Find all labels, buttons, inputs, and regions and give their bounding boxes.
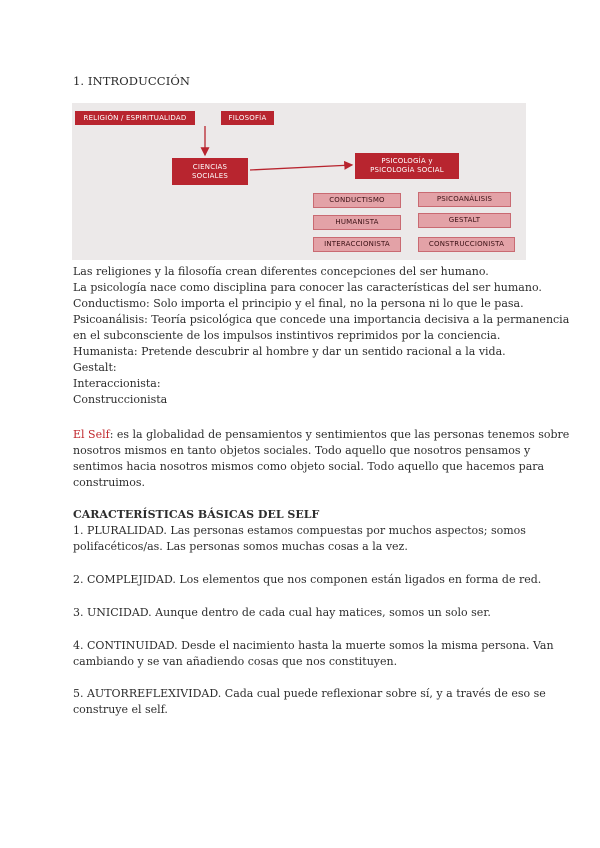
self-term: El Self bbox=[73, 428, 110, 441]
box-gestalt: GESTALT bbox=[418, 213, 511, 228]
self-line-1 bbox=[73, 427, 569, 443]
psychology-diagram bbox=[72, 103, 526, 260]
section-title: 1. INTRODUCCIÓN bbox=[73, 74, 191, 88]
characteristic-1-line-1: 1. PLURALIDAD. Las personas estamos compuestas por muchos aspectos; somos bbox=[73, 524, 526, 537]
self-line-3: sentimos hacia nosotros mismos como objeto social. Todo aquello que hacemos para bbox=[73, 460, 545, 473]
intro-paragraph bbox=[73, 264, 569, 408]
self-line-1-rest: : es la globalidad de pensamientos y sentimientos que las personas tenemos sobre bbox=[109, 428, 570, 441]
characteristic-4 bbox=[73, 638, 554, 670]
box-filosofia: FILOSOFÍA bbox=[221, 111, 274, 125]
intro-line: Humanista: Pretende descubrir al hombre y dar un sentido racional a la vida. bbox=[73, 345, 506, 358]
characteristic-4-line-1: 4. CONTINUIDAD. Desde el nacimiento hasta la muerte somos la misma persona. Van bbox=[73, 639, 554, 652]
characteristics-title: CARACTERÍSTICAS BÁSICAS DEL SELF bbox=[73, 508, 320, 521]
box-humanista: HUMANISTA bbox=[313, 215, 401, 230]
intro-line: en el subconsciente de los impulsos instintivos reprimidos por la conciencia. bbox=[73, 329, 501, 342]
box-conductismo: CONDUCTISMO bbox=[313, 193, 401, 208]
box-interaccionista: INTERACCIONISTA bbox=[313, 237, 401, 252]
box-ciencias-sociales bbox=[172, 158, 248, 185]
intro-line: Gestalt: bbox=[73, 361, 117, 374]
characteristic-5-line-2: construye el self. bbox=[73, 703, 168, 716]
box-construccionista: CONSTRUCCIONISTA bbox=[418, 237, 515, 252]
characteristic-1-line-2: polifacéticos/as. Las personas somos muchas cosas a la vez. bbox=[73, 540, 408, 553]
self-line-2: nosotros mismos en tanto objetos sociales. Todo aquello que nosotros pensamos y bbox=[73, 444, 531, 457]
self-line-4: construimos. bbox=[73, 476, 145, 489]
ciencias-line-1: CIENCIAS bbox=[192, 162, 228, 171]
characteristic-4-line-2: cambiando y se van añadiendo cosas que nos constituyen. bbox=[73, 655, 398, 668]
characteristic-3: 3. UNICIDAD. Aunque dentro de cada cual hay matices, somos un solo ser. bbox=[73, 606, 491, 619]
characteristic-5 bbox=[73, 686, 546, 718]
intro-line: Construccionista bbox=[73, 393, 168, 406]
ciencias-line-2: SOCIALES bbox=[191, 171, 229, 180]
intro-line: Las religiones y la filosofía crean diferentes concepciones del ser humano. bbox=[73, 265, 489, 278]
intro-line: Conductismo: Solo importa el principio y el final, no la persona ni lo que le pasa. bbox=[73, 297, 524, 310]
box-psicologia bbox=[355, 153, 459, 179]
self-definition bbox=[73, 427, 569, 491]
psicologia-line-2: PSICOLOGÍA SOCIAL bbox=[370, 166, 444, 174]
arrow-right bbox=[250, 165, 352, 170]
box-religion: RELIGIÓN / ESPIRITUALIDAD bbox=[75, 111, 195, 125]
characteristic-1 bbox=[73, 523, 526, 555]
intro-line: La psicología nace como disciplina para conocer las características del ser humano. bbox=[73, 281, 542, 294]
characteristic-2: 2. COMPLEJIDAD. Los elementos que nos componen están ligados en forma de red. bbox=[73, 573, 542, 586]
characteristic-5-line-1: 5. AUTORREFLEXIVIDAD. Cada cual puede reflexionar sobre sí, y a través de eso se bbox=[73, 687, 546, 700]
box-psicoanalisis: PSICOANÁLISIS bbox=[418, 192, 511, 207]
psicologia-line-1: PSICOLOGÍA y bbox=[381, 157, 433, 165]
intro-line: Psicoanálisis: Teoría psicológica que concede una importancia decisiva a la permanencia bbox=[73, 313, 570, 326]
intro-line: Interaccionista: bbox=[73, 377, 161, 390]
